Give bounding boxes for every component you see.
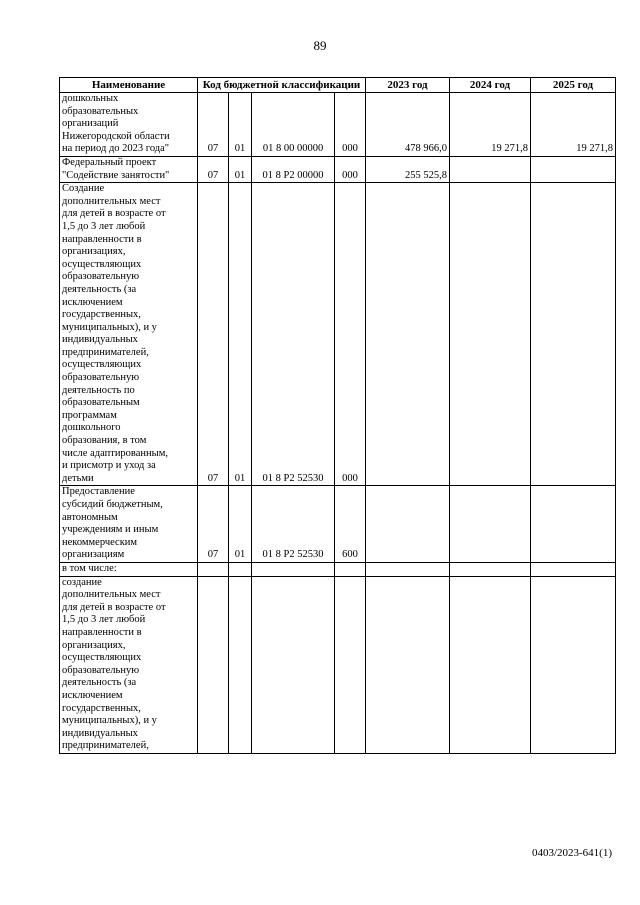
- table-row: [60, 576, 616, 753]
- cell-2024: 19 271,8: [450, 93, 531, 157]
- cell-2023: [366, 183, 450, 486]
- cell-expense-type: 000: [335, 183, 366, 486]
- document-code: 0403/2023-641(1): [531, 847, 612, 859]
- cell-target-article: 01 8 00 00000: [252, 93, 335, 157]
- page-number: 89: [313, 38, 327, 53]
- cell-2024: [450, 486, 531, 563]
- cell-subsection: [229, 576, 252, 753]
- cell-section: 07: [198, 486, 229, 563]
- cell-section: 07: [198, 156, 229, 182]
- cell-expense-type: 000: [335, 156, 366, 182]
- table-header-row: [60, 78, 616, 93]
- cell-section: 07: [198, 183, 229, 486]
- cell-2023: [366, 562, 450, 576]
- header-name: Наименование: [60, 78, 198, 93]
- table-row: [60, 486, 616, 563]
- budget-table: [59, 77, 616, 754]
- cell-name: создание дополнительных мест для детей в возрасте от 1,5 до 3 лет любой направленности в организациях, осуществляющих образовательную деятельность (за исключением государственных, муниципальных), и у индивидуальных предпринимателей,: [60, 576, 198, 753]
- cell-section: 07: [198, 93, 229, 157]
- cell-target-article: 01 8 P2 52530: [252, 183, 335, 486]
- cell-2023: [366, 486, 450, 563]
- cell-2024: [450, 576, 531, 753]
- cell-expense-type: [335, 576, 366, 753]
- cell-expense-type: [335, 562, 366, 576]
- cell-subsection: 01: [229, 93, 252, 157]
- cell-target-article: [252, 576, 335, 753]
- header-budget-code: Код бюджетной классификации: [198, 78, 366, 93]
- cell-section: [198, 562, 229, 576]
- cell-name: Федеральный проект "Содействие занятости": [60, 156, 198, 182]
- cell-2025: [531, 156, 616, 182]
- cell-2024: [450, 183, 531, 486]
- cell-2025: [531, 576, 616, 753]
- cell-2025: 19 271,8: [531, 93, 616, 157]
- cell-2024: [450, 156, 531, 182]
- cell-subsection: 01: [229, 486, 252, 563]
- cell-name: в том числе:: [60, 562, 198, 576]
- table-row: [60, 93, 616, 157]
- cell-name: Создание дополнительных мест для детей в возрасте от 1,5 до 3 лет любой направленности в организациях, осуществляющих образовательную деятельность (за исключением государственных, муниципальных), и у индивидуальных предпринимателей, осуществляющих образовательную деятельность по образовательным программам дошкольного образования, в том числе адаптированным, и присмотр и уход за детьми: [60, 183, 198, 486]
- cell-2023: [366, 576, 450, 753]
- cell-expense-type: 000: [335, 93, 366, 157]
- cell-2023: 478 966,0: [366, 93, 450, 157]
- cell-subsection: [229, 562, 252, 576]
- cell-name: дошкольных образовательных организаций Нижегородской области на период до 2023 года": [60, 93, 198, 157]
- cell-subsection: 01: [229, 183, 252, 486]
- cell-target-article: 01 8 P2 00000: [252, 156, 335, 182]
- cell-section: [198, 576, 229, 753]
- table-row: [60, 183, 616, 486]
- cell-name: Предоставление субсидий бюджетным, автономным учреждениям и иным некоммерческим организациям: [60, 486, 198, 563]
- header-2023: 2023 год: [366, 78, 450, 93]
- table-row: [60, 562, 616, 576]
- header-2025: 2025 год: [531, 78, 616, 93]
- cell-2025: [531, 183, 616, 486]
- cell-2025: [531, 486, 616, 563]
- cell-2023: 255 525,8: [366, 156, 450, 182]
- table-row: [60, 156, 616, 182]
- cell-target-article: [252, 562, 335, 576]
- cell-2024: [450, 562, 531, 576]
- cell-target-article: 01 8 P2 52530: [252, 486, 335, 563]
- cell-2025: [531, 562, 616, 576]
- cell-subsection: 01: [229, 156, 252, 182]
- header-2024: 2024 год: [450, 78, 531, 93]
- cell-expense-type: 600: [335, 486, 366, 563]
